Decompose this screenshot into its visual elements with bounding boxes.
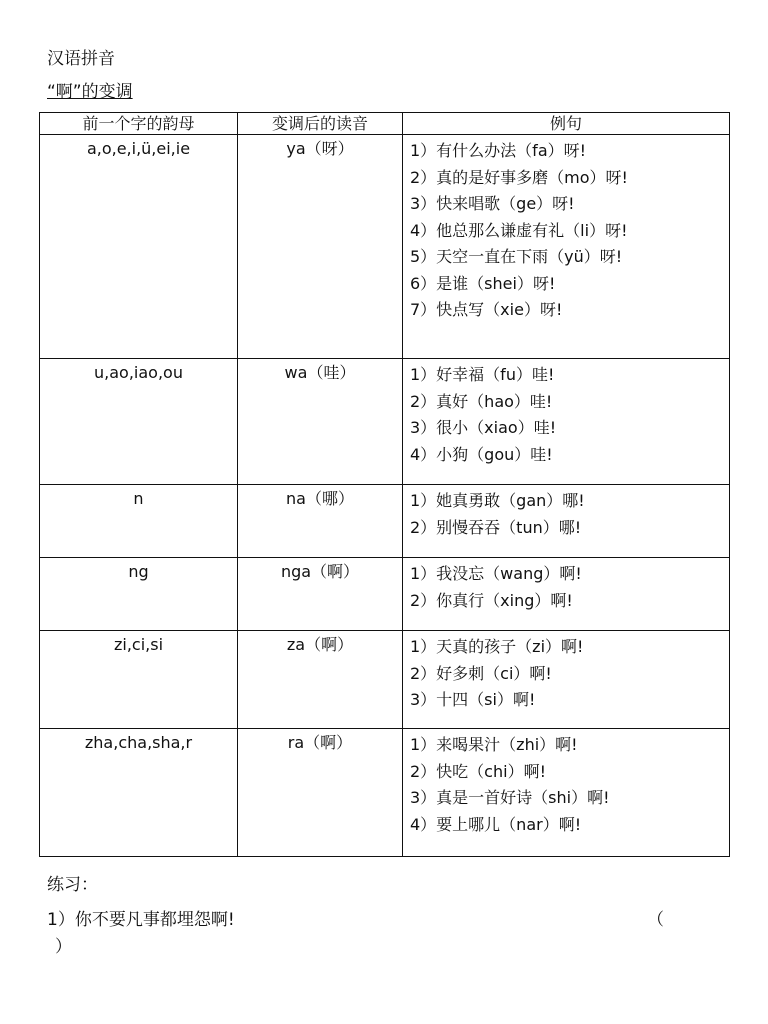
- example-sentence: 4）要上哪儿（nar）啊!: [410, 814, 582, 834]
- section-subtitle: “啊”的变调: [47, 82, 133, 102]
- examples-cell: [403, 359, 730, 485]
- reading-cell: wa（哇）: [238, 359, 403, 485]
- answer-paren-open: （: [647, 910, 664, 930]
- example-sentence: 2）你真行（xing）啊!: [410, 590, 573, 610]
- final-cell: ng: [40, 558, 238, 631]
- answer-paren-close: ）: [55, 937, 72, 957]
- example-sentence: 3）快来唱歌（ge）呀!: [410, 194, 575, 213]
- header-reading: 变调后的读音: [238, 113, 403, 135]
- example-sentence: 1）天真的孩子（zi）啊!: [410, 637, 584, 656]
- final-cell: n: [40, 485, 238, 558]
- example-sentence: 1）来喝果汁（zhi）啊!: [410, 735, 578, 754]
- table-row: [40, 729, 730, 857]
- practice-label: 练习：: [47, 875, 98, 895]
- header-final: 前一个字的韵母: [40, 113, 238, 135]
- example-sentence: 4）小狗（gou）哇!: [410, 444, 553, 464]
- reading-cell: za（啊）: [238, 631, 403, 729]
- example-sentence: 2）真好（hao）哇!: [410, 391, 553, 411]
- example-sentence: 3）十四（si）啊!: [410, 690, 536, 709]
- examples-cell: [403, 135, 730, 359]
- examples-cell: [403, 485, 730, 558]
- example-sentence: 3）真是一首好诗（shi）啊!: [410, 788, 610, 807]
- tone-change-table: [39, 112, 730, 857]
- example-sentence: 2）快吃（chi）啊!: [410, 761, 546, 781]
- reading-cell: na（哪）: [238, 485, 403, 558]
- table-row: [40, 631, 730, 729]
- example-sentence: 3）很小（xiao）哇!: [410, 418, 557, 437]
- example-sentence: 1）她真勇敢（gan）哪!: [410, 491, 585, 510]
- examples-cell: [403, 729, 730, 857]
- examples-cell: [403, 558, 730, 631]
- examples-cell: [403, 631, 730, 729]
- final-cell: u,ao,iao,ou: [40, 359, 238, 485]
- example-sentence: 7）快点写（xie）呀!: [410, 300, 563, 319]
- example-sentence: 5）天空一直在下雨（yü）呀!: [410, 247, 623, 266]
- table-row: [40, 558, 730, 631]
- example-sentence: 2）真的是好事多磨（mo）呀!: [410, 167, 628, 187]
- table-row: [40, 485, 730, 558]
- example-sentence: 6）是谁（shei）呀!: [410, 273, 556, 293]
- example-sentence: 1）好幸福（fu）哇!: [410, 365, 555, 384]
- reading-cell: ra（啊）: [238, 729, 403, 857]
- example-sentence: 1）有什么办法（fa）呀!: [410, 141, 587, 160]
- practice-item: [47, 907, 687, 957]
- reading-cell: ya（呀）: [238, 135, 403, 359]
- example-sentence: 4）他总那么谦虚有礼（li）呀!: [410, 220, 628, 240]
- final-cell: a,o,e,i,ü,ei,ie: [40, 135, 238, 359]
- final-cell: zi,ci,si: [40, 631, 238, 729]
- example-sentence: 2）好多刺（ci）啊!: [410, 663, 552, 683]
- header-examples: 例句: [403, 113, 730, 135]
- practice-sentence: 1）你不要凡事都埋怨啊!: [47, 910, 235, 930]
- final-cell: zha,cha,sha,r: [40, 729, 238, 857]
- document-title: 汉语拼音: [47, 49, 115, 69]
- table-header-row: [40, 113, 730, 135]
- example-sentence: 1）我没忘（wang）啊!: [410, 564, 582, 583]
- table-row: [40, 135, 730, 359]
- example-sentence: 2）别慢吞吞（tun）哪!: [410, 517, 582, 537]
- table-row: [40, 359, 730, 485]
- reading-cell: nga（啊）: [238, 558, 403, 631]
